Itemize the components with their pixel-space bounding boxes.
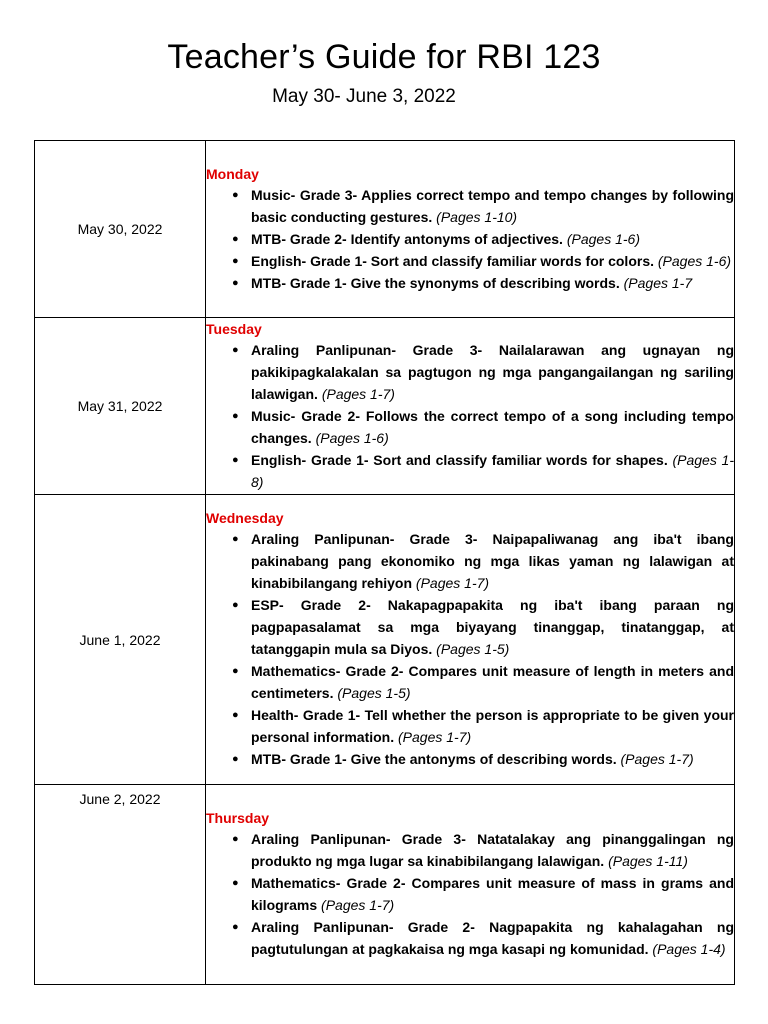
lessons-cell	[206, 495, 735, 785]
lesson-list	[206, 339, 734, 493]
list-item: ● Mathematics- Grade 2- Compares unit measure of length in meters and centimeters. (Pages 1-5)	[232, 660, 734, 704]
list-item: ● Araling Panlipunan- Grade 2- Nagpapakita ng kahalagahan ng pagtutulungan at pagkakaisa ng mga kasapi ng komunidad. (Pages 1-4)	[232, 916, 734, 960]
day-label: Tuesday	[206, 320, 262, 337]
list-item: ● Araling Panlipunan- Grade 3- Naipapaliwanag ang iba't ibang pakinabang pang ekonomiko ng mga likas yaman ng lalawigan at kinabibilangang rehiyon (Pages 1-7)	[232, 528, 734, 594]
day-label: Thursday	[206, 810, 270, 826]
list-item: ● English- Grade 1- Sort and classify familiar words for colors. (Pages 1-6)	[232, 250, 734, 272]
table-row	[35, 141, 735, 318]
page-title: Teacher’s Guide for RBI 123	[167, 38, 601, 76]
day-label: Monday	[206, 165, 259, 182]
list-item: ● MTB- Grade 1- Give the antonyms of describing words. (Pages 1-7)	[232, 748, 734, 770]
list-item: ● Araling Panlipunan- Grade 3- Natatalakay ang pinanggalingan ng produkto ng mga lugar sa kinabibilangang lalawigan. (Pages 1-11)	[232, 828, 734, 872]
lessons-cell	[206, 785, 735, 985]
list-item: ● ESP- Grade 2- Nakapagpapakita ng iba't ibang paraan ng pagpapasalamat sa mga biyayang tinanggap, tinatanggap, at tatanggapin mula sa Diyos. (Pages 1-5)	[232, 594, 734, 660]
list-item: ● MTB- Grade 1- Give the synonyms of describing words. (Pages 1-7	[232, 272, 734, 294]
list-item: ● Mathematics- Grade 2- Compares unit measure of mass in grams and kilograms (Pages 1-7)	[232, 872, 734, 916]
lesson-list	[206, 184, 734, 294]
list-item: ● MTB- Grade 2- Identify antonyms of adjectives. (Pages 1-6)	[232, 228, 734, 250]
date-cell: May 30, 2022	[35, 141, 206, 318]
lessons-cell	[206, 318, 735, 495]
list-item: ● English- Grade 1- Sort and classify familiar words for shapes. (Pages 1-8)	[232, 449, 734, 493]
lesson-schedule-table	[34, 140, 735, 985]
list-item: ● Araling Panlipunan- Grade 3- Nailalarawan ang ugnayan ng pakikipagkalakalan sa pagtugon ng mga pangangailangan ng sariling lalawigan. (Pages 1-7)	[232, 339, 734, 405]
list-item: ● Music- Grade 3- Applies correct tempo and tempo changes by following basic conducting gestures. (Pages 1-10)	[232, 184, 734, 228]
table-row	[35, 785, 735, 985]
lesson-list	[206, 528, 734, 770]
lesson-list	[206, 828, 734, 960]
list-item: ● Health- Grade 1- Tell whether the person is appropriate to be given your personal information. (Pages 1-7)	[232, 704, 734, 748]
list-item: ● Music- Grade 2- Follows the correct tempo of a song including tempo changes. (Pages 1-6)	[232, 405, 734, 449]
lessons-cell	[206, 141, 735, 318]
day-label: Wednesday	[206, 510, 284, 526]
date-cell: June 2, 2022	[35, 785, 206, 985]
date-cell: June 1, 2022	[35, 495, 206, 785]
table-row	[35, 318, 735, 495]
date-range-subtitle: May 30- June 3, 2022	[272, 86, 456, 107]
table-row	[35, 495, 735, 785]
date-cell: May 31, 2022	[35, 318, 206, 495]
